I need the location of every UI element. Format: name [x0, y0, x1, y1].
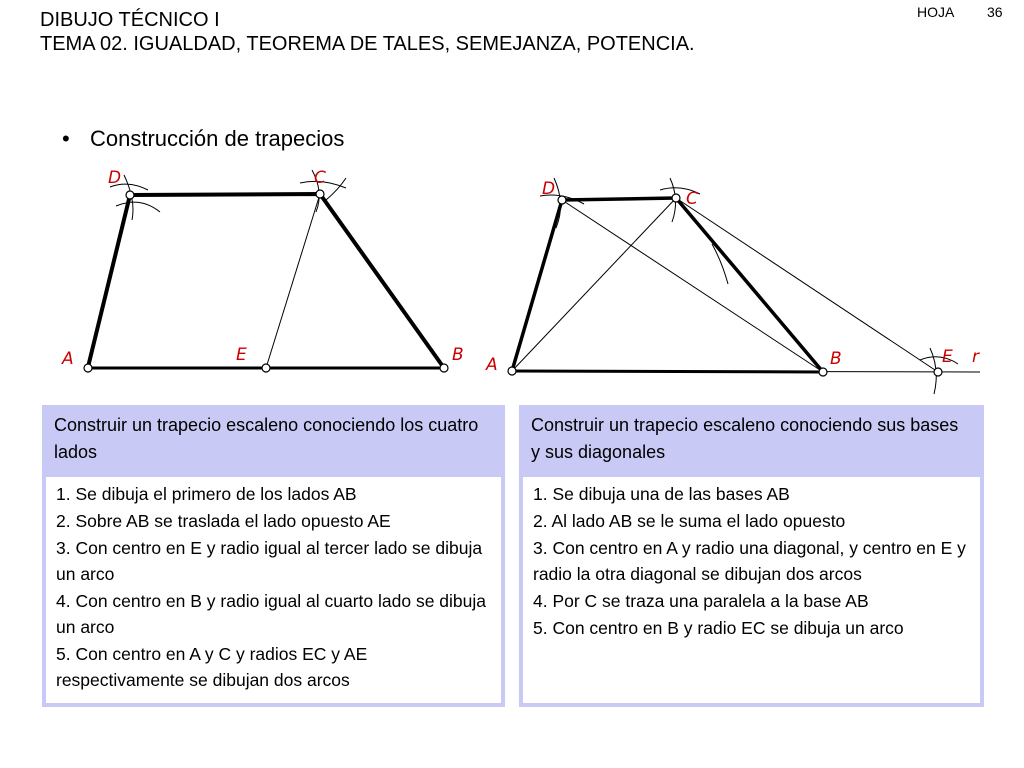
label-c: C — [686, 189, 698, 209]
panel-steps — [523, 477, 980, 703]
panel-heading: Construir un trapecio escaleno conociendo sus bases y sus diagonales — [531, 415, 959, 462]
label-a: A — [486, 355, 498, 375]
step-item: 5. Con centro en A y C y radios EC y AE respectivamente se dibujan dos arcos — [56, 644, 368, 690]
point-d — [126, 191, 134, 199]
step-item: 3. Con centro en A y radio una diagonal, y centro en E y radio la otra diagonal se dibujan dos arcos — [533, 538, 966, 584]
course-title: DIBUJO TÉCNICO I — [40, 9, 220, 31]
topic-title: TEMA 02. IGUALDAD, TEOREMA DE TALES, SEMEJANZA, POTENCIA. — [40, 33, 695, 55]
step-item: 4. Por C se traza una paralela a la base AB — [533, 591, 869, 611]
figure-four-sides — [61, 168, 464, 372]
point-b — [819, 368, 827, 376]
point-c — [316, 190, 324, 198]
point-e — [934, 368, 942, 376]
label-e: E — [236, 345, 247, 365]
panel-four-sides — [42, 405, 505, 707]
point-c — [672, 194, 680, 202]
step-item: 5. Con centro en B y radio EC se dibuja un arco — [533, 618, 904, 638]
point-e — [262, 364, 270, 372]
label-b: B — [830, 349, 842, 369]
label-r: r — [972, 347, 979, 367]
step-item: 3. Con centro en E y radio igual al tercer lado se dibuja un arco — [56, 538, 483, 584]
bullet-icon: • — [62, 126, 70, 151]
point-a — [84, 364, 92, 372]
figure-bases-diagonals — [485, 178, 980, 394]
step-item: 4. Con centro en B y radio igual al cuarto lado se dibuja un arco — [56, 591, 486, 637]
side-cb — [676, 198, 823, 372]
step-item: 2. Al lado AB se le suma el lado opuesto — [533, 511, 846, 531]
label-d: D — [108, 168, 122, 188]
section-heading: Construcción de trapecios — [90, 126, 345, 151]
step-item: 2. Sobre AB se traslada el lado opuesto AE — [56, 511, 391, 531]
label-d: D — [542, 179, 556, 199]
label-c: C — [314, 168, 326, 188]
diagonal-db — [562, 200, 823, 372]
construction-line-ec — [266, 194, 320, 368]
sheet-label: HOJA — [917, 4, 955, 20]
label-e: E — [942, 347, 953, 367]
panel-steps — [46, 477, 501, 703]
arc-c-3 — [326, 178, 346, 200]
step-item: 1. Se dibuja el primero de los lados AB — [56, 484, 357, 504]
arc-d-3 — [116, 202, 160, 212]
step-item: 1. Se dibuja una de las bases AB — [533, 484, 790, 504]
panel-heading: Construir un trapecio escaleno conociendo los cuatro lados — [54, 415, 479, 462]
sheet-number: 36 — [987, 4, 1003, 20]
trapezoid-outline — [88, 194, 444, 368]
label-b: B — [452, 345, 464, 365]
construction-line-ce — [676, 198, 938, 372]
point-a — [508, 367, 516, 375]
label-a: A — [62, 349, 74, 369]
point-d — [558, 196, 566, 204]
point-b — [440, 364, 448, 372]
base-line-ab — [512, 371, 823, 372]
panel-bases-diagonals — [519, 405, 984, 707]
